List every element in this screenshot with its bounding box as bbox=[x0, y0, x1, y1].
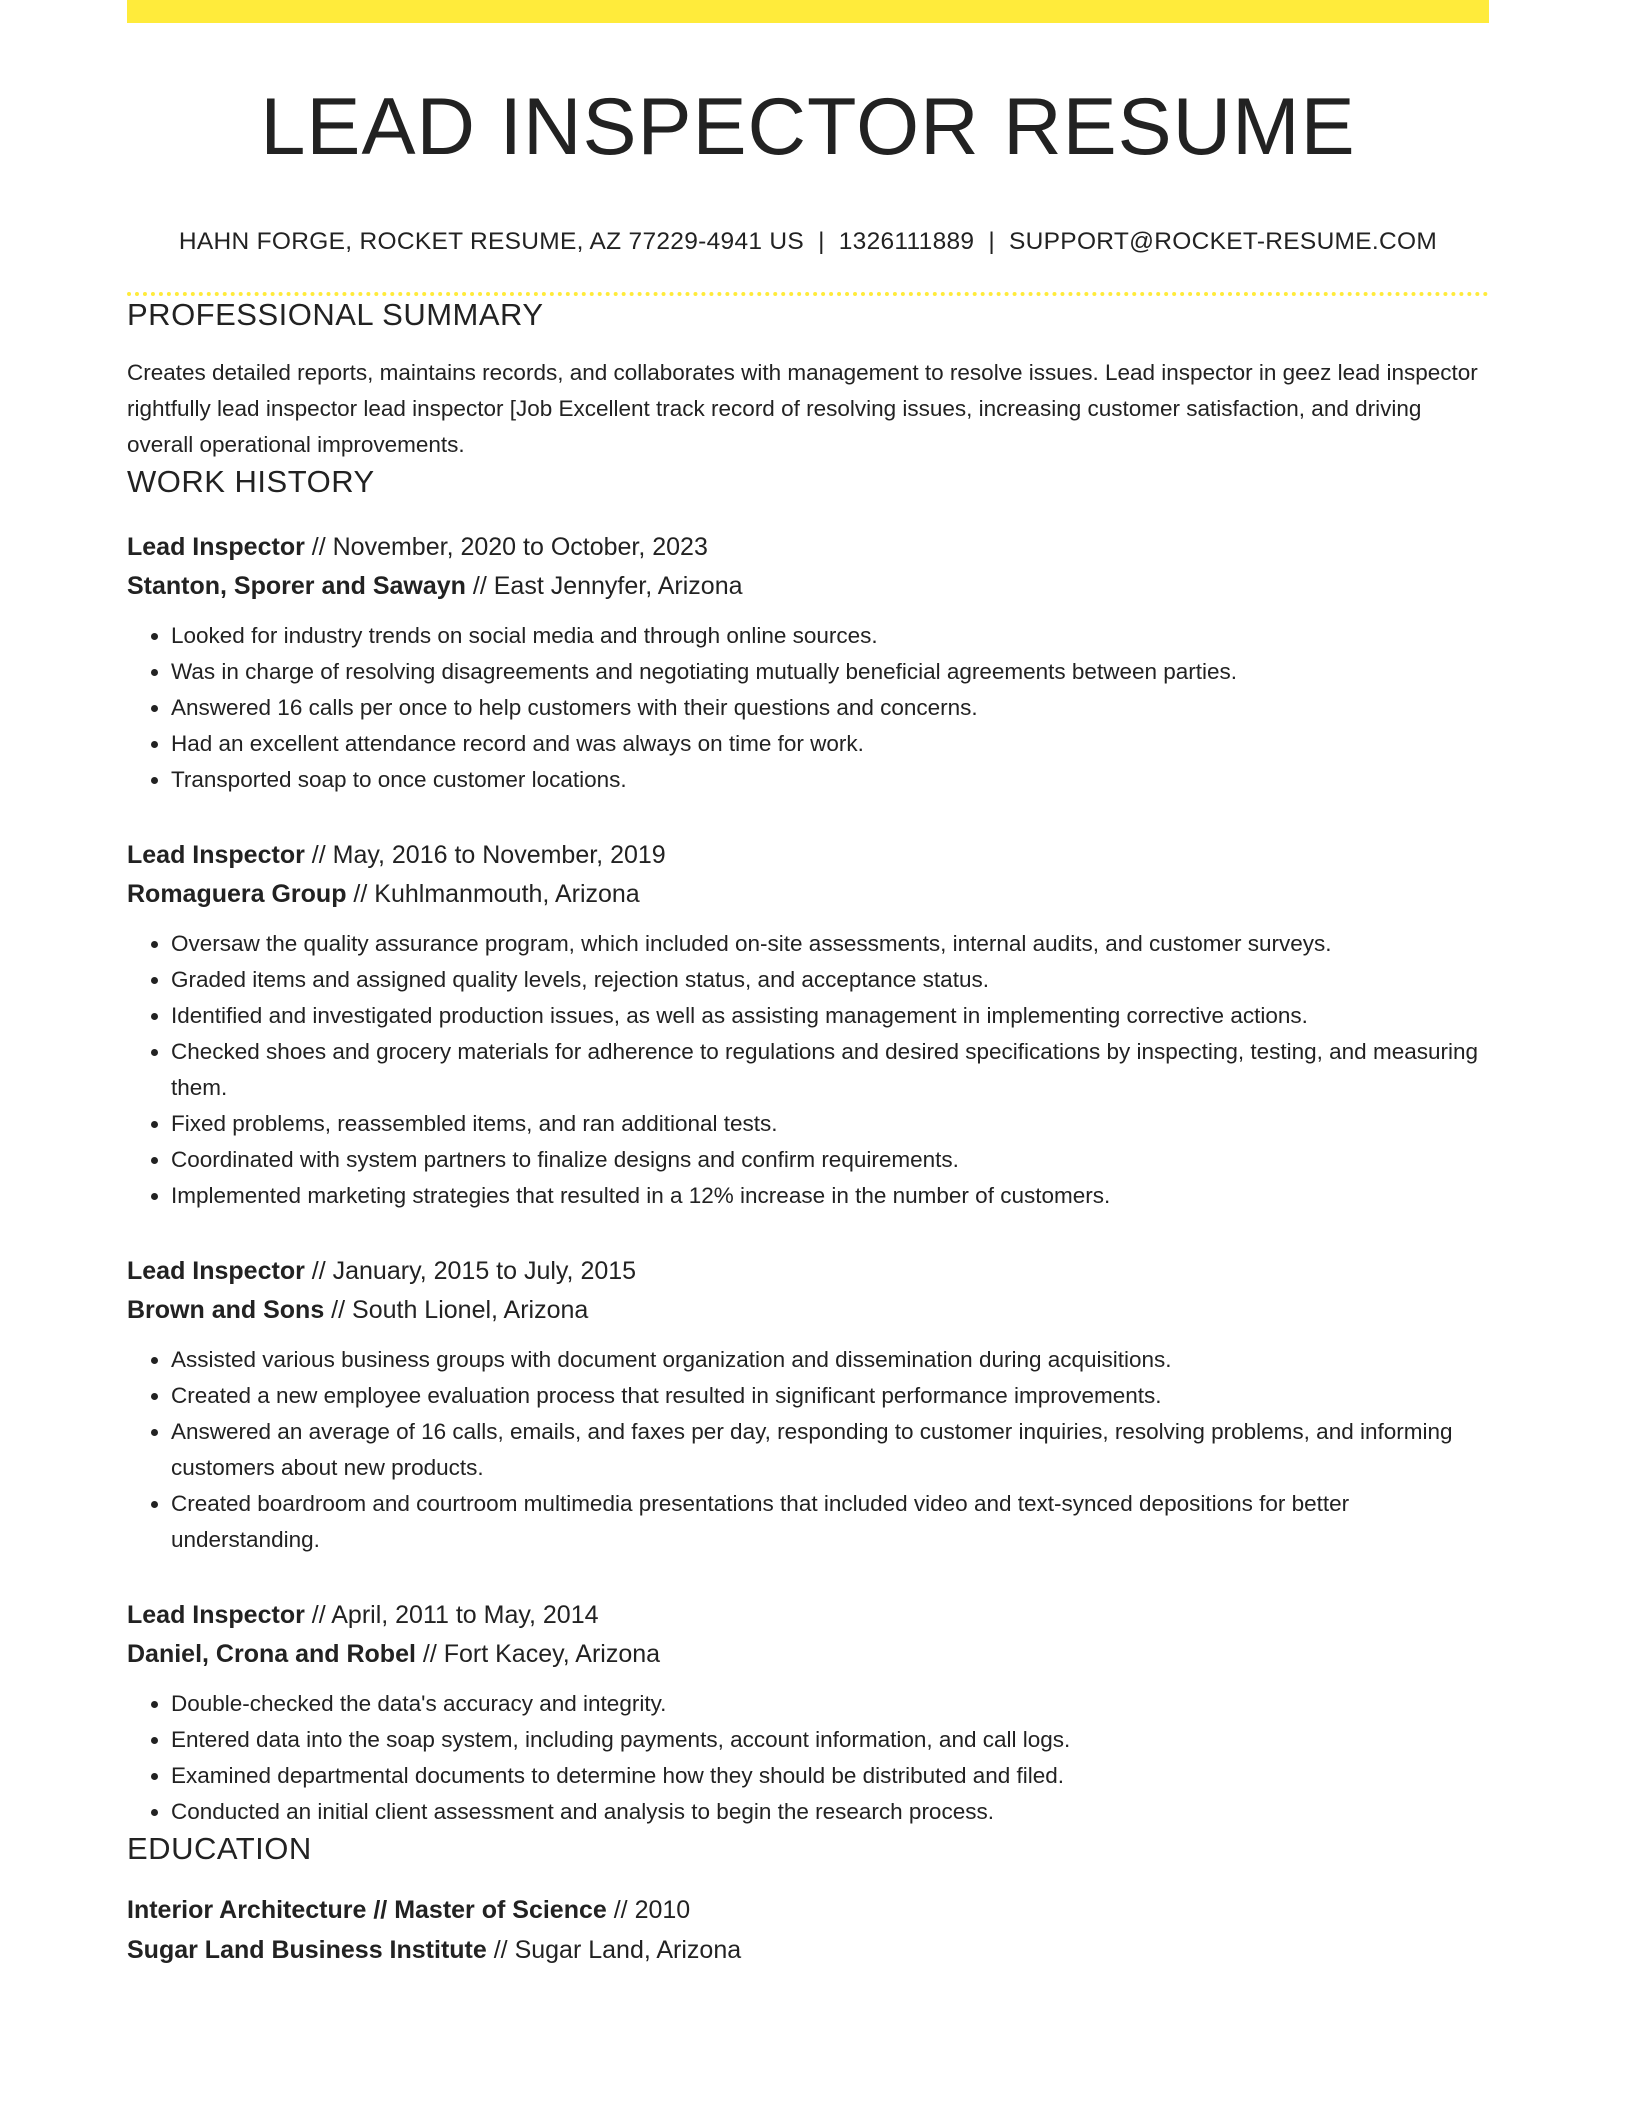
field-separator: // bbox=[304, 1257, 333, 1286]
job-title-line bbox=[127, 1596, 1489, 1635]
job-entry bbox=[127, 528, 1489, 798]
job-bullet: • Coordinated with system partners to finalize designs and confirm requirements. bbox=[171, 1142, 1489, 1178]
education-location: Sugar Land, Arizona bbox=[514, 1935, 742, 1964]
job-bullet: • Conducted an initial client assessment and analysis to begin the research process. bbox=[171, 1794, 1489, 1830]
job-bullet: • Was in charge of resolving disagreements and negotiating mutually beneficial agreements between parties. bbox=[171, 654, 1489, 690]
job-title-line bbox=[127, 528, 1489, 567]
job-location: Fort Kacey, Arizona bbox=[443, 1640, 661, 1669]
job-company: Stanton, Sporer and Sawayn bbox=[127, 572, 466, 601]
field-separator: // bbox=[415, 1640, 444, 1669]
job-bullet: • Answered 16 calls per once to help customers with their questions and concerns. bbox=[171, 690, 1489, 726]
job-title: Lead Inspector bbox=[127, 533, 305, 562]
contact-separator: | bbox=[818, 228, 825, 256]
job-bullet: • Transported soap to once customer locations. bbox=[171, 762, 1489, 798]
job-company-line bbox=[127, 875, 1489, 914]
job-bullet: • Graded items and assigned quality levels, rejection status, and acceptance status. bbox=[171, 962, 1489, 998]
job-location: South Lionel, Arizona bbox=[352, 1296, 589, 1325]
work-history-list bbox=[127, 528, 1489, 1830]
job-bullet: • Checked shoes and grocery materials for adherence to regulations and desired specifications by inspecting, testing, and measuring them. bbox=[171, 1034, 1489, 1106]
job-company-line bbox=[127, 1635, 1489, 1674]
top-accent-bar bbox=[127, 0, 1489, 23]
job-bullet: • Looked for industry trends on social media and through online sources. bbox=[171, 618, 1489, 654]
contact-email: SUPPORT@ROCKET-RESUME.COM bbox=[1009, 228, 1438, 256]
field-separator: // bbox=[304, 533, 333, 562]
job-bullet: • Created a new employee evaluation process that resulted in significant performance improvements. bbox=[171, 1378, 1489, 1414]
job-bullet: • Fixed problems, reassembled items, and ran additional tests. bbox=[171, 1106, 1489, 1142]
education-degree: Interior Architecture // Master of Science bbox=[127, 1895, 607, 1924]
field-separator: // bbox=[324, 1296, 353, 1325]
job-title: Lead Inspector bbox=[127, 841, 305, 870]
field-separator: // bbox=[606, 1895, 635, 1924]
job-bullet-list bbox=[127, 1342, 1489, 1558]
job-bullet-list bbox=[127, 1686, 1489, 1830]
job-company-line bbox=[127, 567, 1489, 606]
job-bullet: • Entered data into the soap system, including payments, account information, and call logs. bbox=[171, 1722, 1489, 1758]
summary-heading: PROFESSIONAL SUMMARY bbox=[127, 297, 544, 333]
education-school: Sugar Land Business Institute bbox=[127, 1935, 487, 1964]
resume-page bbox=[127, 0, 1489, 1970]
job-bullet: • Examined departmental documents to determine how they should be distributed and filed. bbox=[171, 1758, 1489, 1794]
job-company: Brown and Sons bbox=[127, 1296, 325, 1325]
field-separator: // bbox=[465, 572, 494, 601]
job-bullet-list bbox=[127, 926, 1489, 1214]
job-company: Daniel, Crona and Robel bbox=[127, 1640, 416, 1669]
job-bullet: • Assisted various business groups with document organization and dissemination during acquisitions. bbox=[171, 1342, 1489, 1378]
field-separator: // bbox=[486, 1935, 515, 1964]
field-separator: // bbox=[304, 1601, 332, 1630]
job-entry bbox=[127, 836, 1489, 1214]
education-school-line bbox=[127, 1930, 1489, 1970]
job-dates: November, 2020 to October, 2023 bbox=[332, 533, 708, 562]
job-bullet: • Implemented marketing strategies that resulted in a 12% increase in the number of customers. bbox=[171, 1178, 1489, 1214]
education-entry bbox=[127, 1890, 1489, 1970]
job-title: Lead Inspector bbox=[127, 1601, 305, 1630]
job-entry bbox=[127, 1596, 1489, 1830]
job-bullet: • Identified and investigated production issues, as well as assisting management in implementing corrective actions. bbox=[171, 998, 1489, 1034]
job-company: Romaguera Group bbox=[127, 880, 347, 909]
job-title: Lead Inspector bbox=[127, 1257, 305, 1286]
job-dates: January, 2015 to July, 2015 bbox=[332, 1257, 637, 1286]
work-history-heading: WORK HISTORY bbox=[127, 464, 375, 500]
page-title: LEAD INSPECTOR RESUME bbox=[260, 82, 1356, 172]
education-heading: EDUCATION bbox=[127, 1831, 312, 1867]
summary-text: Creates detailed reports, maintains records, and collaborates with management to resolve issues. Lead inspector in geez lead inspector rightfully lead inspector lead inspector [Job Excellent track record of resolving issues, increasing customer satisfaction, and driving overall operational improvements. bbox=[127, 360, 1478, 458]
contact-address: HAHN FORGE, ROCKET RESUME, AZ 77229-4941 US bbox=[178, 228, 805, 256]
job-title-line bbox=[127, 836, 1489, 875]
job-bullet: • Double-checked the data's accuracy and integrity. bbox=[171, 1686, 1489, 1722]
job-bullet: • Had an excellent attendance record and was always on time for work. bbox=[171, 726, 1489, 762]
education-year: 2010 bbox=[634, 1895, 691, 1924]
job-bullet-list bbox=[127, 618, 1489, 798]
contact-line bbox=[127, 228, 1489, 256]
job-bullet: • Answered an average of 16 calls, emails, and faxes per day, responding to customer inquiries, resolving problems, and informing customers about new products. bbox=[171, 1414, 1489, 1486]
field-separator: // bbox=[304, 841, 333, 870]
job-location: East Jennyfer, Arizona bbox=[493, 572, 743, 601]
job-company-line bbox=[127, 1291, 1489, 1330]
education-degree-line bbox=[127, 1890, 1489, 1930]
job-entry bbox=[127, 1252, 1489, 1558]
job-title-line bbox=[127, 1252, 1489, 1291]
job-location: Kuhlmanmouth, Arizona bbox=[374, 880, 640, 909]
job-bullet: • Created boardroom and courtroom multimedia presentations that included video and text-synced depositions for better understanding. bbox=[171, 1486, 1489, 1558]
contact-phone: 1326111889 bbox=[838, 228, 975, 256]
job-bullet: • Oversaw the quality assurance program, which included on-site assessments, internal audits, and customer surveys. bbox=[171, 926, 1489, 962]
job-dates: May, 2016 to November, 2019 bbox=[332, 841, 666, 870]
field-separator: // bbox=[346, 880, 375, 909]
contact-separator: | bbox=[988, 228, 996, 256]
job-dates: April, 2011 to May, 2014 bbox=[331, 1601, 599, 1630]
